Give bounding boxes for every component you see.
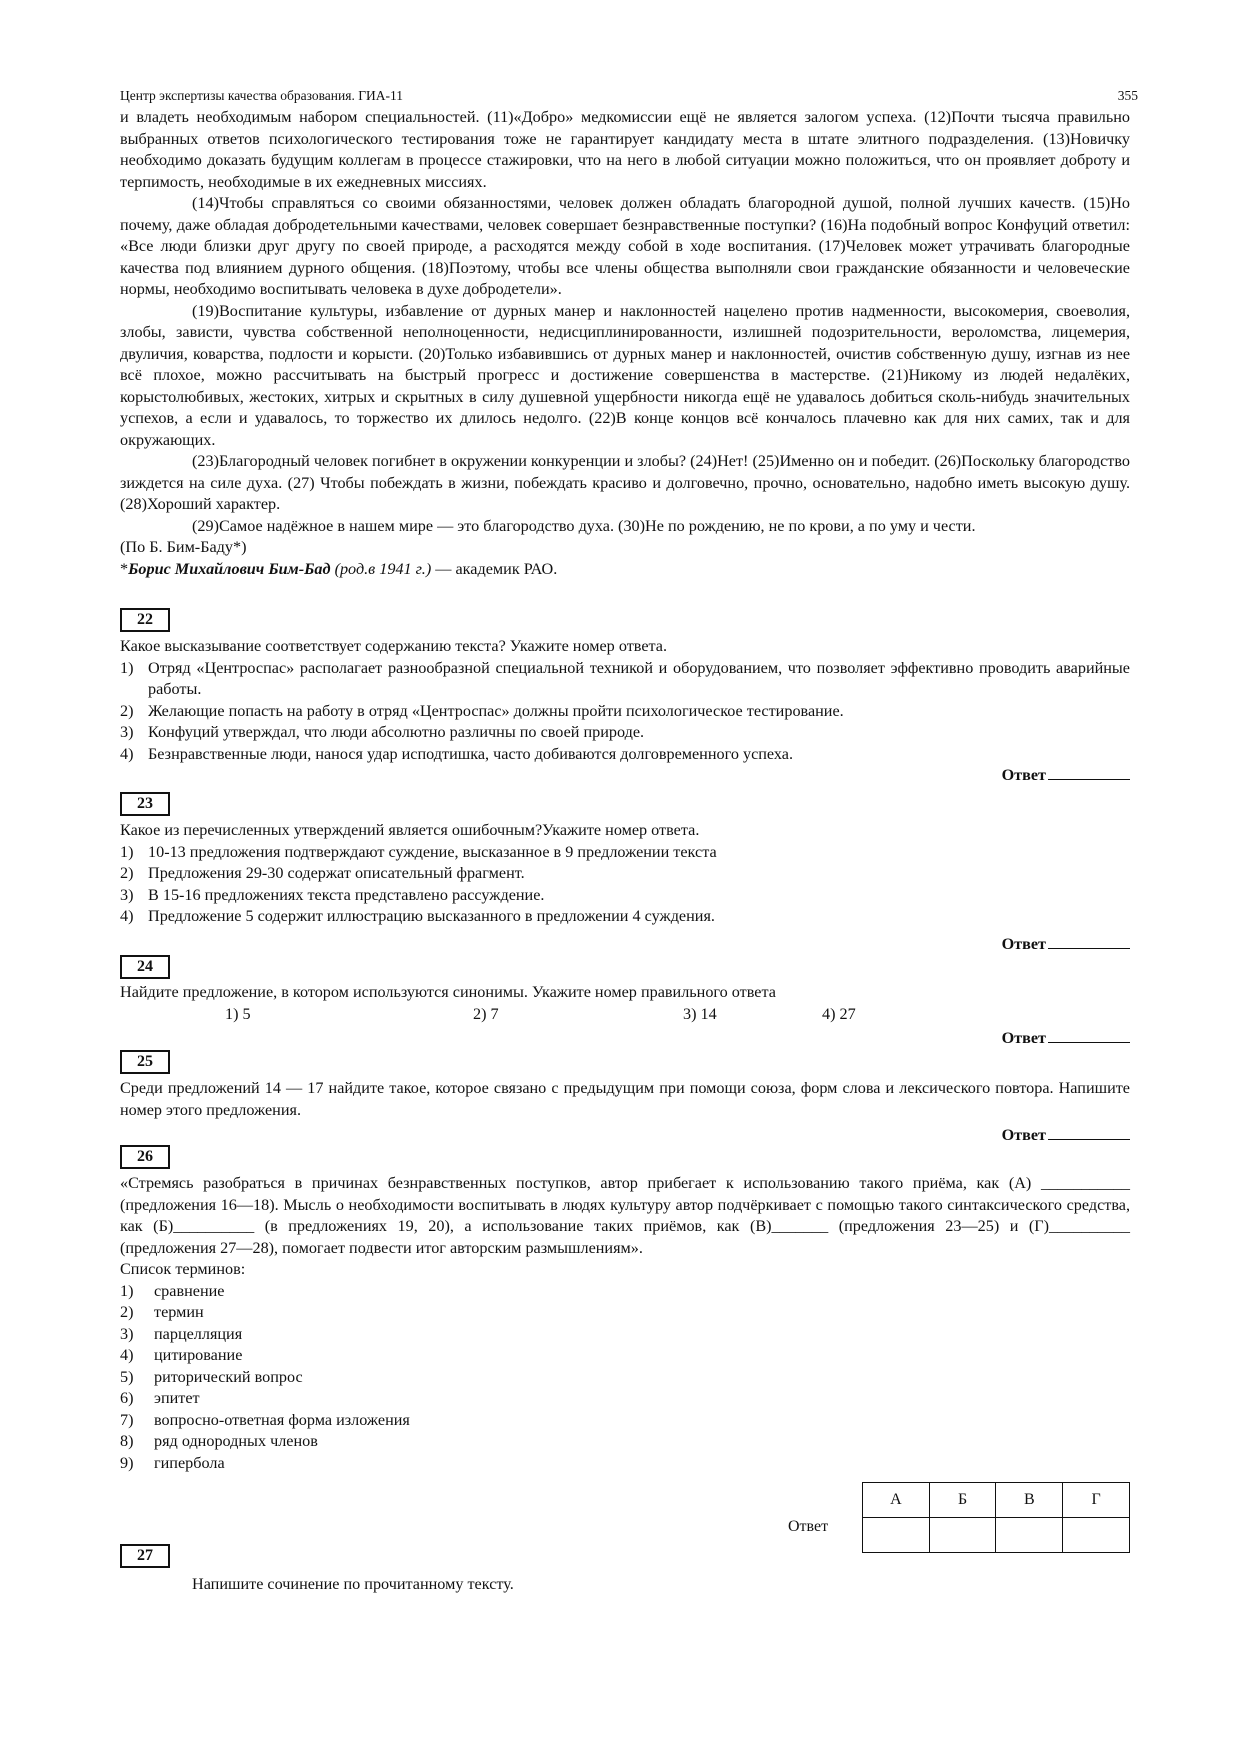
answer-field[interactable]: Ответ bbox=[120, 1028, 1130, 1050]
grid-header-a: А bbox=[863, 1483, 930, 1518]
question-26 bbox=[120, 1173, 1130, 1474]
term-item: 2) термин bbox=[120, 1303, 204, 1321]
question-prompt: Найдите предложение, в котором используются синонимы. Укажите номер правильного ответа bbox=[120, 983, 776, 1001]
grid-header-b: Б bbox=[929, 1483, 996, 1518]
author-star: * bbox=[120, 559, 129, 578]
question-number-24: 24 bbox=[120, 955, 170, 979]
option-item: 4) Безнравственные люди, нанося удар исподтишка, часто добиваются долговременного успеха. bbox=[120, 744, 793, 763]
text-paragraph: (29)Самое надёжное в нашем мире — это благородство духа. (30)Не по рождению, не по крови, а по уму и чести. bbox=[192, 516, 976, 535]
author-years: (род.в 1941 г.) bbox=[330, 559, 432, 578]
option-item: 2) Предложения 29-30 содержат описательный фрагмент. bbox=[120, 864, 525, 882]
option-item: 2) Желающие попасть на работу в отряд «Центроспас» должны пройти психологическое тестирование. bbox=[120, 701, 844, 720]
grid-header-g: Г bbox=[1063, 1483, 1130, 1518]
term-item: 7) вопросно-ответная форма изложения bbox=[120, 1410, 410, 1429]
question-24 bbox=[120, 982, 1130, 1049]
choice-item: 2) 7 bbox=[473, 1004, 499, 1023]
question-prompt: Какое высказывание соответствует содержанию текста? Укажите номер ответа. bbox=[120, 637, 668, 655]
text-paragraph: и владеть необходимым набором специальностей. (11)«Добро» медкомиссии ещё не является залогом успеха. (12)Почти тысяча правильно выбранных ответов психологического тестирования тоже не гарантирует кандидату места в штате элитного подразделения. (13)Новичку необходимо доказать будущим коллегам в процессе стажировки, что на него в любой ситуации можно положиться, что он проявляет доброту и терпимость, необходимые в их ежедневных миссиях. bbox=[120, 108, 1130, 191]
reading-text bbox=[120, 107, 1130, 580]
question-prompt: «Стремясь разобраться в причинах безнравственных поступков, автор прибегает к использованию такого приёма, как (А) ___________ (предложения 16—18). Мысль о необходимости воспитывать в людях культуру автор подчёркивает с помощью такого синтаксического средства, как (Б)__________ (в предложениях 19, 20), а использование таких приёмов, как (В)_______ (предложения 23—25) и (Г)__________ (предложения 27—28), помогает подвести итог авторским размышлениям». bbox=[120, 1174, 1130, 1257]
page-number: 355 bbox=[1117, 88, 1138, 103]
grid-answer-cell[interactable] bbox=[863, 1518, 930, 1553]
answer-grid-label: Ответ bbox=[788, 1518, 829, 1535]
text-paragraph: (14)Чтобы справляться со своими обязанностями, человек должен обладать благородной душой, полной лучших качеств. (15)Но почему, даже обладая добродетельными качествами, человек совершает безнравственные поступки? (16)На подобный вопрос Конфуций ответил: «Все люди близки друг другу по своей природе, а расходятся между собой в ходе воспитания. (17)Человек может утрачивать благородные качества под влиянием дурного общения. (18)Поэтому, чтобы все члены общества выполняли свои гражданские обязанности и человеческие нормы, необходимо воспитывать человека в духе добродетели». bbox=[120, 194, 1130, 298]
question-23 bbox=[120, 820, 1130, 955]
question-number-27: 27 bbox=[120, 1544, 170, 1568]
author-title: — академик РАО. bbox=[431, 559, 558, 578]
question-number-25: 25 bbox=[120, 1050, 170, 1074]
option-item: 3) Конфуций утверждал, что люди абсолютно различны по своей природе. bbox=[120, 723, 645, 741]
header-title: Центр экспертизы качества образования. ГИА-11 bbox=[120, 88, 403, 103]
text-source: (По Б. Бим-Баду*) bbox=[120, 538, 247, 556]
term-item: 3) парцелляция bbox=[120, 1324, 243, 1343]
question-number-22: 22 bbox=[120, 608, 170, 632]
grid-answer-cell[interactable] bbox=[929, 1518, 996, 1553]
question-number-26: 26 bbox=[120, 1145, 170, 1169]
term-item: 6) эпитет bbox=[120, 1389, 200, 1407]
question-prompt: Какое из перечисленных утверждений является ошибочным?Укажите номер ответа. bbox=[120, 821, 700, 839]
text-paragraph: (19)Воспитание культуры, избавление от дурных манер и наклонностей нацелено против надменности, высокомерия, своеволия, злобы, зависти, чувства собственной неполноценности, недисциплинированности, излишней подозрительности, вероломства, лицемерия, двуличия, коварства, подлости и корысти. (20)Только избавившись от дурных манер и наклонностей, очистив собственную душу, изгнав из нее всё плохое, можно рассчитывать на быстрый прогресс и достижение совершенства в мастерстве. (21)Никому из людей недалёких, корыстолюбивых, жестоких, хитрых и скрытных в силу душевной ущербности никогда ещё не удавалось добиться сколь-нибудь значительных успехов, а если и удавалось, то торжество их длилось недолго. (22)В конце концов всё кончалось плачевно как для них самих, так и для окружающих. bbox=[120, 301, 1130, 449]
answer-field[interactable]: Ответ bbox=[120, 765, 1130, 787]
option-item: 3) В 15-16 предложениях текста представлено рассуждение. bbox=[120, 885, 545, 904]
option-item: 1) 10-13 предложения подтверждают суждение, высказанное в 9 предложении текста bbox=[120, 842, 717, 861]
question-22 bbox=[120, 636, 1130, 787]
question-prompt: Напишите сочинение по прочитанному тексту. bbox=[192, 1575, 514, 1593]
answer-grid bbox=[862, 1482, 1130, 1553]
choice-item: 3) 14 bbox=[683, 1004, 717, 1023]
terms-list bbox=[120, 1281, 1130, 1475]
answer-field[interactable]: Ответ bbox=[120, 934, 1130, 956]
choice-item: 4) 27 bbox=[822, 1004, 856, 1023]
question-number-23: 23 bbox=[120, 792, 170, 816]
term-item: 9) гипербола bbox=[120, 1453, 225, 1472]
option-item: 4) Предложение 5 содержит иллюстрацию высказанного в предложении 4 суждения. bbox=[120, 907, 715, 925]
term-item: 5) риторический вопрос bbox=[120, 1367, 303, 1386]
choice-item: 1) 5 bbox=[225, 1004, 251, 1023]
option-item: 1) Отряд «Центроспас» располагает разнообразной специальной техникой и оборудованием, что позволяет эффективно проводить аварийные работы. bbox=[120, 658, 1130, 698]
grid-header-v: В bbox=[996, 1483, 1063, 1518]
term-item: 1) сравнение bbox=[120, 1281, 225, 1300]
term-item: 8) ряд однородных членов bbox=[120, 1432, 318, 1450]
grid-answer-cell[interactable] bbox=[1063, 1518, 1130, 1553]
text-paragraph: (23)Благородный человек погибнет в окружении конкуренции и злобы? (24)Нет! (25)Именно он и победит. (26)Поскольку благородство зиждется на силе духа. (27) Чтобы побеждать в жизни, побеждать красиво и долговечно, прочно, основательно, надобно иметь высокую душу. (28)Хороший характер. bbox=[120, 452, 1130, 513]
grid-answer-cell[interactable] bbox=[996, 1518, 1063, 1553]
question-prompt: Среди предложений 14 — 17 найдите такое, которое связано с предыдущим при помощи союза, форм слова и лексического повтора. Напишите номер этого предложения. bbox=[120, 1079, 1130, 1119]
author-name: Борис Михайлович Бим-Бад bbox=[128, 559, 331, 578]
question-25 bbox=[120, 1078, 1130, 1147]
answer-choices bbox=[120, 1004, 1130, 1025]
question-27 bbox=[192, 1574, 1092, 1596]
terms-title: Список терминов: bbox=[120, 1260, 246, 1278]
author-note bbox=[120, 559, 1130, 581]
term-item: 4) цитирование bbox=[120, 1346, 243, 1364]
answer-field[interactable]: Ответ bbox=[120, 1125, 1130, 1147]
